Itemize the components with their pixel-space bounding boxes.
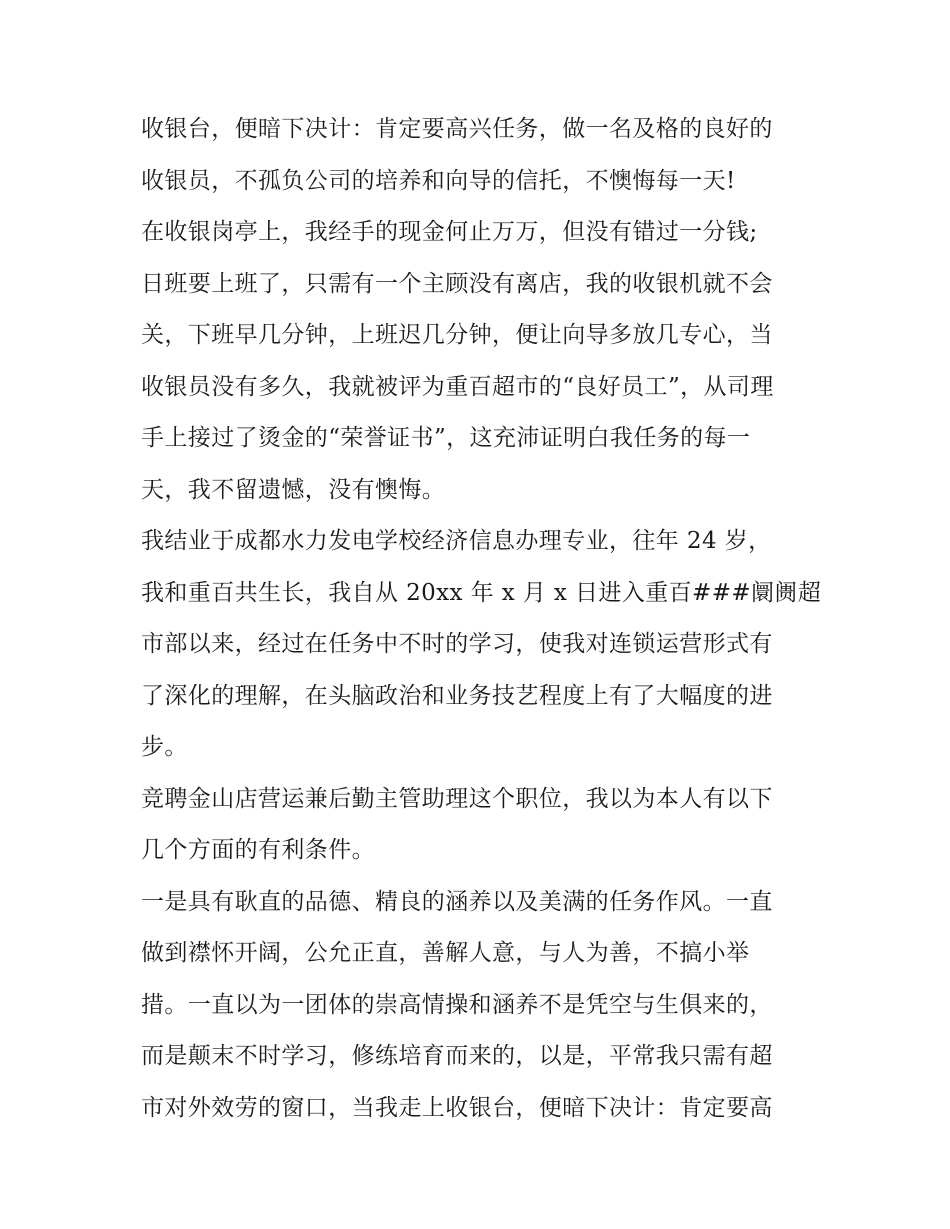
text-line: 收银员，不孤负公司的培养和向导的信托，不懊悔每一天!: [141, 167, 736, 194]
text-line: 几个方面的有利条件。: [141, 837, 375, 863]
text-line: 措。一直以为一团体的崇高情操和涵养不是凭空与生俱来的，: [141, 991, 773, 1018]
text-line: 我和重百共生长，我自从 20xx 年 x 月 x 日进入重百###阛阓超: [141, 579, 822, 606]
text-line: 收银员没有多久，我就被评为重百超市的“良好员工”，从司理: [141, 373, 774, 400]
text-line: 天，我不留遗憾，没有懊悔。: [141, 476, 446, 503]
text-line: 市部以来，经过在任务中不时的学习，使我对连锁运营形式有: [141, 631, 773, 657]
text-line: 做到襟怀开阔，公允正直，善解人意，与人为善，不搞小举: [141, 940, 750, 966]
text-line: 收银台，便暗下决计：肯定要高兴任务，做一名及格的良好的: [141, 116, 773, 142]
text-line: 在收银岗亭上，我经手的现金何止万万，但没有错过一分钱;: [141, 219, 758, 245]
text-line: 关，下班早几分钟，上班迟几分钟，便让向导多放几专心，当: [141, 322, 773, 348]
body-text: [141, 104, 821, 1134]
text-line: 一是具有耿直的品德、精良的涵养以及美满的任务作风。一直: [141, 888, 773, 915]
text-line: 日班要上班了，只需有一个主顾没有离店，我的收银机就不会: [141, 270, 773, 297]
text-line: 市对外效劳的窗口，当我走上收银台，便暗下决计：肯定要高: [141, 1094, 773, 1121]
text-line: 我结业于成都水力发电学校经济信息办理专业，往年 24 岁，: [141, 528, 772, 554]
text-line: 竞聘金山店营运兼后勤主管助理这个职位，我以为本人有以下: [141, 785, 773, 812]
text-line: 了深化的理解，在头脑政治和业务技艺程度上有了大幅度的进: [141, 682, 773, 709]
text-line: 步。: [141, 734, 188, 760]
text-line: 而是颠末不时学习，修练培育而来的，以是，平常我只需有超: [141, 1043, 773, 1069]
text-line: 手上接过了烫金的“荣誉证书”，这充沛证明白我任务的每一: [141, 425, 751, 451]
